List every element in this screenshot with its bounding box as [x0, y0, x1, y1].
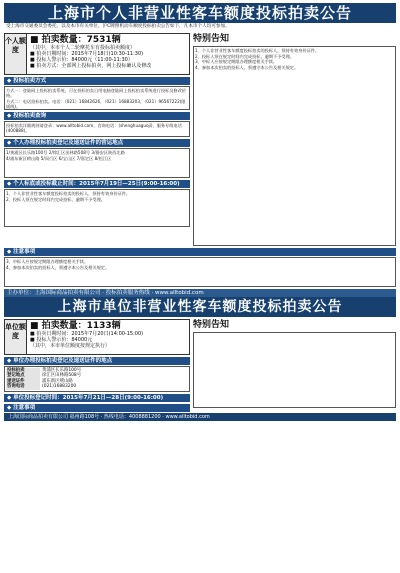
personal-quota-box: [4, 33, 190, 75]
bid-method-heading: ◆ 投标拍卖方式: [4, 77, 190, 85]
unit-address-table: [4, 366, 190, 392]
personal-quota-line: ■ 投标人警示价：84000元（11:00-11:30）: [30, 57, 133, 63]
schedule-line: 1、个人非营业性客车额度投标拍卖的投标人，须持有效身份证件。: [6, 191, 131, 196]
address-key: 登记地点: [6, 373, 40, 378]
attention-line: 4、参加本次拍卖的投标人，须遵守本公告及相关规定。: [6, 264, 110, 270]
personal-right-column: [193, 31, 396, 246]
bid-method-text: [4, 86, 190, 110]
personal-intro: 受上海市交通委员会委托，以及本市有关单位，沪C牌照机动车额度投标拍卖公告如下，凡本市个人均可参加。: [6, 24, 230, 29]
docs-line: 1/黄浦区长乐路100号 2/徐汇区田林路508号 3/静安区陕西北路: [6, 150, 125, 155]
personal-quota-label: 个人额度: [5, 34, 27, 74]
address-value: (021)16883200: [42, 384, 77, 390]
unit-quota-line: （其中，本市单位额度按规定执行）: [30, 343, 111, 349]
personal-quota-details: [27, 34, 189, 74]
unit-schedule-heading: ◆ 单位投标登记时间：2015年7月21日—28日(9:00-16:00): [4, 394, 190, 402]
notice-line: 3、中标人应按规定期限办理额度相关手续。: [195, 59, 278, 65]
unit-address-heading: ◆ 单位办理投标拍卖登记及递送证件的地点: [4, 357, 190, 365]
inquiry-heading: ◆ 投标拍卖查询: [4, 112, 190, 120]
address-key: 投标拍卖: [6, 368, 40, 373]
personal-auction-banner: 上海市个人非营业性客车额度投标拍卖公告: [4, 3, 396, 23]
docs-line: 4/浦东新区崂山路 5/闵行区 6/宝山区 7/嘉定区 8/松江区: [6, 155, 112, 161]
unit-left-column: [4, 317, 190, 412]
notice-line: 1、个人非营业性客车额度投标拍卖的投标人，须持有效身份证件。: [195, 48, 320, 53]
unit-quota-line: ■ 投标人警示价：84000元: [30, 337, 93, 343]
unit-special-notice-title: 特别告知: [193, 320, 230, 330]
notice-line: 4、参加本次拍卖的投标人，须遵守本公告及相关规定。: [195, 65, 299, 71]
schedule-line: 2、投标人须在规定时间内完成投标，逾期不予受理。: [6, 196, 105, 202]
attention-line: 3、中标人应按规定期限办理额度相关手续。: [6, 259, 89, 264]
docs-text: [4, 148, 190, 178]
page-footer: 上海国际商品拍卖有限公司 福州路108号 · 热线电话：4008881200 · www.alltobid.com: [4, 413, 396, 421]
unit-quota-label: 单位额度: [5, 320, 27, 354]
address-value: 徐汇区田林路508号: [42, 373, 82, 379]
personal-quota-line: （其中，本市个人二轮摩托车有投标拍卖额度）: [30, 45, 136, 51]
unit-quota-box: [4, 319, 190, 355]
unit-columns: [4, 317, 396, 412]
attention-body: [4, 257, 396, 287]
personal-left-column: [4, 31, 190, 246]
address-key: 递送证件: [6, 379, 40, 384]
attention-heading: ◆ 注意事项: [4, 248, 396, 256]
address-value: 浦东新区崂山路: [42, 378, 73, 384]
bid-method-line: 方式二：电话投标拍卖。电话：（021）16842626，（021）16883203，（021）96567222(限插线)。: [6, 98, 186, 110]
address-row: [6, 384, 188, 389]
unit-quota-line: ■ 拍卖日期时间：2015年7月20日(14:00-15:00): [30, 331, 144, 337]
schedule-text: [4, 189, 190, 227]
docs-heading: ◆ 个人办理投标拍卖登记及递送证件的营运地点: [4, 139, 190, 147]
bid-method-line: 方式一：登陆网上投标拍卖系统，可在投标拍卖日用电脑登陆网上投标拍卖系统进行投标及修改价格。: [6, 88, 187, 99]
personal-special-notice-title: 特别告知: [193, 34, 230, 44]
unit-attention-heading: ◆ 注意事项: [4, 404, 190, 412]
personal-quota-number: ■ 拍卖数量：7531辆: [30, 35, 121, 45]
unit-auction-banner: 上海市单位非营业性客车额度投标拍卖公告: [4, 297, 396, 317]
address-key: 咨询电话: [6, 384, 40, 389]
address-value: 黄浦区长乐路100号: [42, 368, 82, 373]
personal-special-notice-body: [193, 46, 396, 246]
notice-line: 2、投标人须在规定时间内完成投标，逾期不予受理。: [195, 53, 294, 59]
unit-right-column: [193, 317, 396, 412]
personal-quota-line: ■ 拍卖方式：全部网上投标拍卖，网上投标确认及修改: [30, 63, 152, 69]
unit-quota-details: [27, 320, 189, 354]
personal-quota-line: ■ 拍卖日期时间：2015年7月18日(10:30-11:30): [30, 51, 144, 57]
schedule-heading: ◆ 个人标底或投标截止时间：2015年7月19日—25日(9:00-16:00): [4, 180, 190, 188]
inquiry-text: 投标拍卖详细规则请登录：www.alltobid.com，咨询电话：(shenghuaguoji)，服务专线电话(400888)。: [4, 121, 190, 137]
unit-special-notice-body: [193, 332, 396, 408]
personal-columns: [4, 31, 396, 246]
unit-quota-number: ■ 拍卖数量：1133辆: [30, 321, 121, 331]
unit-strip: 主办单位：上海国际商品拍卖有限公司 · 投标拍卖服务热线 · www.alltobid.com: [4, 289, 396, 297]
